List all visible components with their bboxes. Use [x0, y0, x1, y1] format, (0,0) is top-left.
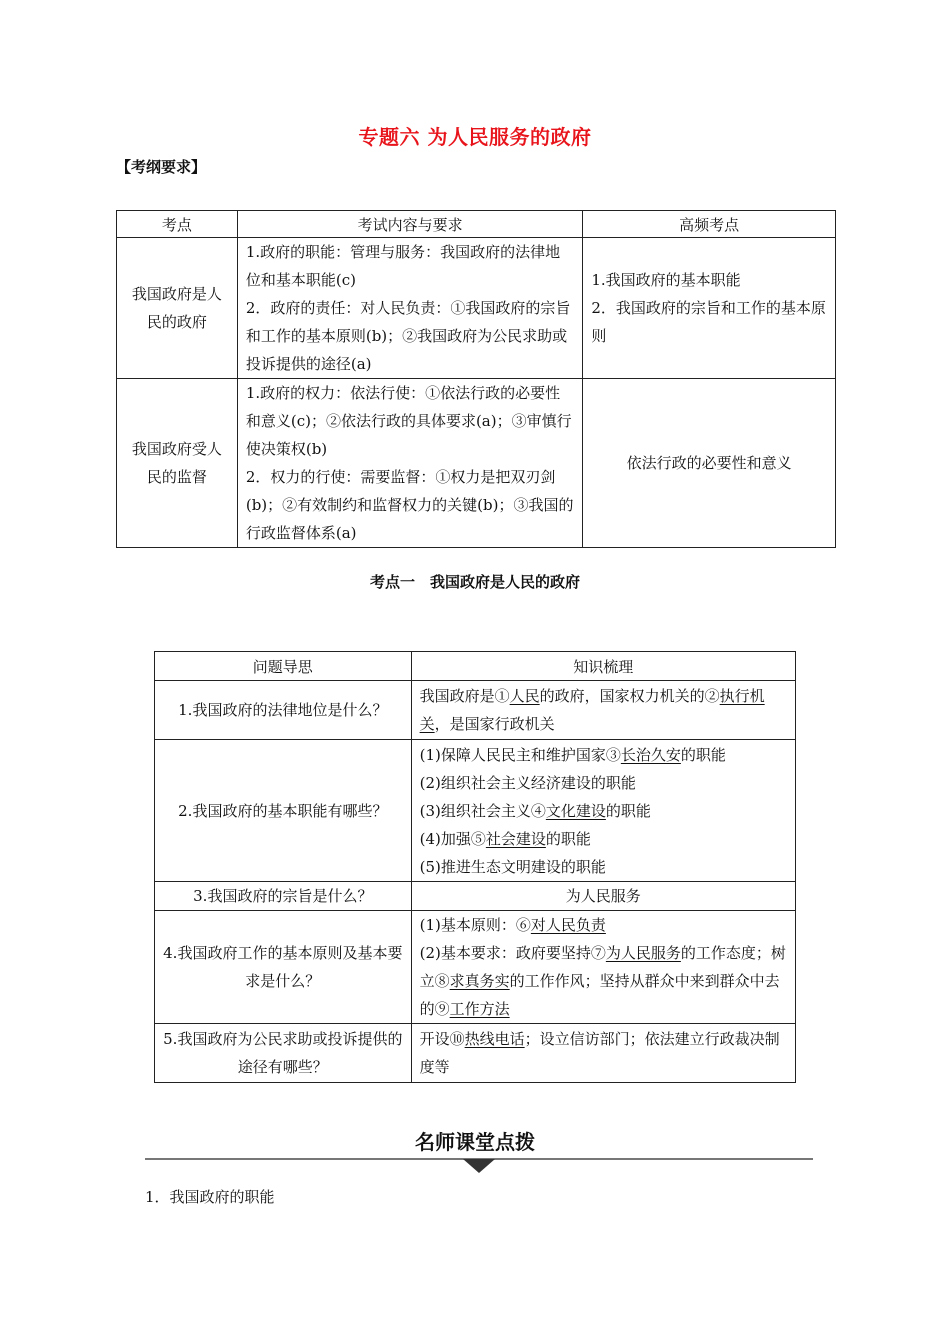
answer-blank: 人民 [509, 687, 540, 705]
topic-cell: 我国政府是人民的政府 [117, 238, 238, 379]
frequent-cell: 依法行政的必要性和意义 [583, 379, 836, 548]
question-cell: 4.我国政府工作的基本原则及基本要求是什么？ [155, 911, 412, 1024]
table-row [155, 882, 796, 911]
table-header-row [155, 652, 796, 681]
answer-line [420, 939, 787, 1023]
header-topic: 考点 [117, 211, 238, 238]
answer-text: (2)基本要求：政府要坚持⑦ [419, 944, 606, 962]
answer-cell [411, 1024, 795, 1083]
content-line: 1.政府的职能：管理与服务：我国政府的法律地位和基本职能(c) [245, 243, 561, 289]
answer-cell [411, 740, 795, 882]
answer-cell: 为人民服务 [411, 882, 795, 911]
answer-text: 的政府，国家权力机关的② [539, 687, 720, 705]
table-row [155, 740, 796, 882]
question-cell: 2.我国政府的基本职能有哪些？ [155, 740, 412, 882]
content-cell [237, 379, 583, 548]
answer-blank: 为人民服务 [605, 944, 681, 962]
header-frequent: 高频考点 [583, 211, 836, 238]
answer-cell [411, 681, 795, 740]
answer-text: 的工作态度；树立⑧ [419, 944, 786, 990]
answer-text: 我国政府是① [419, 687, 510, 705]
answer-text: ，是国家行政机关 [434, 715, 555, 733]
answer-blank: 执行机关 [419, 687, 765, 733]
content-line: 2．权力的行使：需要监督：①权力是把双刃剑(b)；②有效制约和监督权力的关键(b)；③我国的行政监督体系(a) [245, 468, 574, 542]
answer-blank: 热线电话 [464, 1030, 525, 1048]
answer-cell [411, 911, 795, 1024]
answer-blank: 工作方法 [449, 1000, 510, 1018]
answer-blank: 对人民负责 [530, 916, 606, 934]
table-row [117, 379, 836, 548]
answer-text: ；设立信访部门；依法建立行政裁决制度等 [419, 1030, 780, 1076]
header-content: 考试内容与要求 [237, 211, 583, 238]
answer-text: (4)加强⑤ [419, 829, 486, 848]
frequent-line: 1.我国政府的基本职能 [591, 271, 741, 289]
header-questions: 问题导思 [155, 652, 412, 681]
answer-text: 开设⑩ [419, 1030, 465, 1048]
question-cell: 5.我国政府为公民求助或投诉提供的途径有哪些？ [155, 1024, 412, 1083]
answer-line [420, 911, 787, 939]
table-row [155, 911, 796, 1024]
table-row [155, 1024, 796, 1083]
topic-cell: 我国政府受人民的监督 [117, 379, 238, 548]
answer-text: 的职能 [680, 745, 726, 764]
requirements-heading: 【考纲要求】 [116, 158, 207, 176]
answer-line [420, 797, 787, 825]
content-cell [237, 238, 583, 379]
knowledge-table [154, 651, 796, 1083]
question-cell: 1.我国政府的法律地位是什么？ [155, 681, 412, 740]
answer-line: (5)推进生态文明建设的职能 [419, 857, 606, 876]
header-knowledge: 知识梳理 [411, 652, 795, 681]
content-line: 1.政府的权力：依法行使：①依法行政的必要性和意义(c)；②依法行政的具体要求(a)；③审慎行使决策权(b) [245, 384, 572, 458]
page-title: 专题六 为人民服务的政府 [358, 125, 592, 149]
content-line: 2．政府的责任：对人民负责：①我国政府的宗旨和工作的基本原则(b)；②我国政府为公民求助或投诉提供的途径(a) [245, 299, 571, 373]
answer-text: (1)基本原则：⑥ [419, 916, 531, 934]
answer-blank: 长治久安 [620, 745, 681, 764]
answer-line [420, 741, 787, 769]
section-title: 考点一 我国政府是人民的政府 [369, 573, 580, 591]
question-cell: 3.我国政府的宗旨是什么？ [155, 882, 412, 911]
answer-line: (2)组织社会主义经济建设的职能 [419, 773, 636, 792]
answer-text: 的职能 [605, 801, 651, 820]
table-row [117, 238, 836, 379]
table-row [155, 681, 796, 740]
answer-text: (3)组织社会主义④ [419, 801, 546, 820]
answer-blank: 求真务实 [449, 972, 510, 990]
answer-text: 的工作作风；坚持从群众中来到群众中去的⑨ [419, 972, 780, 1018]
table-header-row [117, 211, 836, 238]
frequent-line: 2．我国政府的宗旨和工作的基本原则 [591, 299, 826, 345]
answer-line [420, 825, 787, 853]
list-item: 1．我国政府的职能 [145, 1188, 275, 1206]
answer-blank: 社会建设 [485, 829, 546, 848]
tips-banner: 名师课堂点拨 [415, 1130, 535, 1154]
answer-blank: 文化建设 [545, 801, 606, 820]
triangle-down-icon [463, 1159, 495, 1173]
answer-text: (1)保障人民民主和维护国家③ [419, 745, 621, 764]
syllabus-table [116, 210, 836, 548]
answer-text: 的职能 [545, 829, 591, 848]
frequent-cell [583, 238, 836, 379]
